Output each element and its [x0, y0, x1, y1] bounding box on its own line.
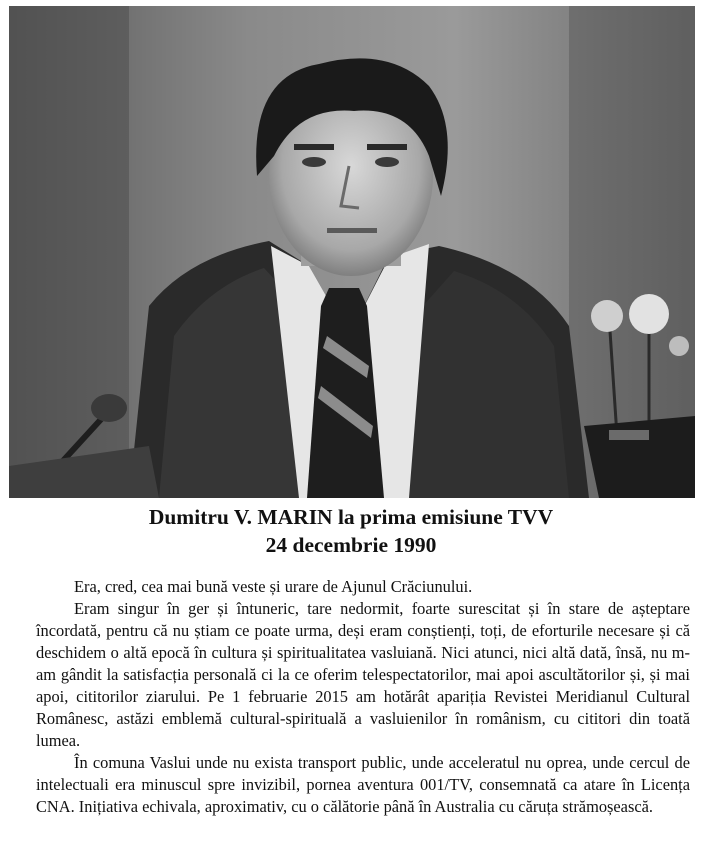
portrait-photo	[9, 6, 695, 498]
caption-title: Dumitru V. MARIN la prima emisiune TVV	[148, 505, 554, 529]
article-body	[36, 576, 690, 818]
photo-caption	[0, 503, 702, 559]
caption-date: 24 decembrie 1990	[265, 533, 437, 557]
paragraph: În comuna Vaslui unde nu exista transport public, unde acceleratul nu oprea, unde cercul de intelectuali era minuscul spre invizibil, pornea aventura 001/TV, consemnată ca atare în Licența CNA. Inițiativa echivala, aproximativ, cu o călătorie până în Australia cu căruța strămoșească.	[36, 753, 690, 816]
paragraph: Era, cred, cea mai bună veste și urare de Ajunul Crăciunului.	[74, 577, 473, 596]
paragraph: Eram singur în ger și întuneric, tare nedormit, foarte surescitat și în stare de așteptare încordată, pentru că nu știam ce poate urma, deși eram conștienți, toți, de eforturile necesare și că deschidem o altă epocă în cultura și spiritualitatea vasluiană. Nici atunci, nici altă dată, însă, nu m-am gândit la satisfacția personală ci la ce oferim telespectatorilor, mai apoi ascultătorilor și, și mai apoi, cititorilor ziarului. Pe 1 februarie 2015 am hotărât apariția Revistei Meridianul Cultural Românesc, astăzi emblemă cultural-spirituală a vasluienilor în românism, cu cititori din toată lumea.	[36, 599, 690, 750]
photo-illustration	[9, 6, 695, 498]
